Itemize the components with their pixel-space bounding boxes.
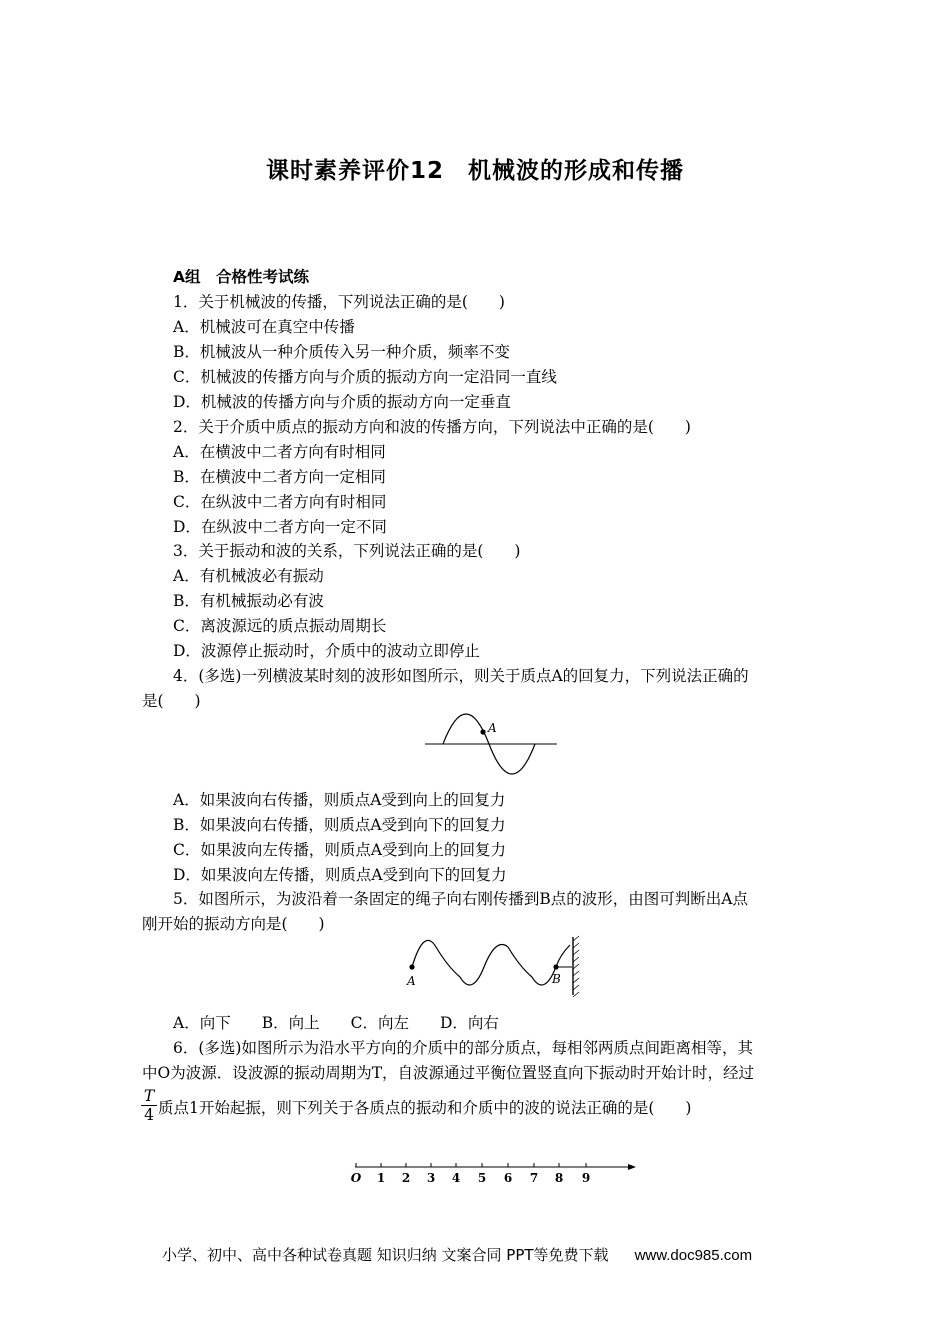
page-footer <box>162 1244 752 1265</box>
footer-site: www.doc985.com <box>634 1247 753 1264</box>
q2-option-a: A．在横波中二者方向有时相同 <box>173 443 386 461</box>
q5-stem-line2: 刚开始的振动方向是( ) <box>142 915 325 933</box>
q6-axis-label-7: 7 <box>529 1171 539 1185</box>
page-title: 课时素养评价12 机械波的形成和传播 <box>265 158 684 184</box>
q6-stem-line1: 6．(多选)如图所示为沿水平方向的介质中的部分质点，每相邻两质点间距离相等，其 <box>173 1039 753 1057</box>
q5-point-b-label: B <box>552 972 561 986</box>
q3-option-c: C．离波源远的质点振动周期长 <box>173 617 387 635</box>
q6-fraction-denominator: 4 <box>144 1106 154 1124</box>
q1-option-c: C．机械波的传播方向与介质的振动方向一定沿同一直线 <box>173 368 557 386</box>
q3-option-a: A．有机械波必有振动 <box>173 567 324 585</box>
q6-axis-label-2: 2 <box>401 1171 411 1185</box>
q4-point-a-dot <box>480 729 485 734</box>
q6-axis-label-5: 5 <box>477 1171 487 1185</box>
q6-axis-label-3: 3 <box>426 1171 436 1185</box>
q3-option-b: B．有机械振动必有波 <box>173 592 324 610</box>
q6-axis-label-4: 4 <box>451 1171 461 1185</box>
q5-options: A．向下 B．向上 C．向左 D．向右 <box>173 1014 499 1032</box>
q6-fraction-numerator: T <box>141 1087 157 1106</box>
q6-axis-label-1: 1 <box>376 1171 386 1185</box>
q4-option-b: B．如果波向右传播，则质点A受到向下的回复力 <box>173 816 506 834</box>
q6-fraction-t-over-4 <box>141 1087 157 1124</box>
q6-axis-label-6: 6 <box>503 1171 513 1185</box>
q2-option-c: C．在纵波中二者方向有时相同 <box>173 493 387 511</box>
q4-option-c: C．如果波向左传播，则质点A受到向上的回复力 <box>173 841 507 859</box>
q2-option-b: B．在横波中二者方向一定相同 <box>173 468 386 486</box>
q4-wave-figure <box>425 710 560 780</box>
q2-stem: 2．关于介质中质点的振动方向和波的传播方向，下列说法中正确的是( ) <box>173 418 691 436</box>
q4-stem-line2: 是( ) <box>142 692 201 710</box>
q6-axis-label-8: 8 <box>554 1171 564 1185</box>
footer-text: 小学、初中、高中各种试卷真题 知识归纳 文案合同 PPT等免费下载 <box>162 1246 609 1264</box>
q2-option-d: D．在纵波中二者方向一定不同 <box>173 518 387 536</box>
q6-axis-arrow <box>628 1164 636 1170</box>
q4-option-a: A．如果波向右传播，则质点A受到向上的回复力 <box>173 791 506 809</box>
q5-stem-line1: 5．如图所示，为波沿着一条固定的绳子向右刚传播到B点的波形，由图可判断出A点 <box>173 890 748 908</box>
q6-axis-label-9: 9 <box>581 1171 591 1185</box>
q3-option-d: D．波源停止振动时，介质中的波动立即停止 <box>173 642 480 660</box>
q1-option-b: B．机械波从一种介质传入另一种介质，频率不变 <box>173 343 510 361</box>
q5-point-b-dot <box>553 964 558 969</box>
q6-particle-axis <box>350 1155 640 1187</box>
q1-option-d: D．机械波的传播方向与介质的振动方向一定垂直 <box>173 393 511 411</box>
q1-stem: 1．关于机械波的传播，下列说法正确的是( ) <box>173 293 505 311</box>
q4-option-d: D．如果波向左传播，则质点A受到向下的回复力 <box>173 866 507 884</box>
q5-point-a-label: A <box>407 974 416 988</box>
q6-axis-ticks <box>351 1163 590 1185</box>
q1-option-a: A．机械波可在真空中传播 <box>173 318 355 336</box>
q4-point-a-label: A <box>488 721 497 735</box>
q6-axis-label-0: O <box>350 1171 362 1185</box>
q5-wall-hatching <box>573 936 579 997</box>
q4-stem-line1: 4．(多选)一列横波某时刻的波形如图所示，则关于质点A的回复力，下列说法正确的 <box>173 667 749 685</box>
q5-point-a-dot <box>409 964 414 969</box>
group-a-heading: A组 合格性考试练 <box>173 268 309 286</box>
q5-rope-figure <box>400 935 590 1000</box>
q3-stem: 3．关于振动和波的关系，下列说法正确的是( ) <box>173 542 521 560</box>
q5-rope-wave <box>412 940 570 985</box>
q6-stem-line2: 中O为波源．设波源的振动周期为T，自波源通过平衡位置竖直向下振动时开始计时，经过 <box>142 1064 755 1082</box>
q6-stem-line3: 质点1开始起振，则下列关于各质点的振动和介质中的波的说法正确的是( ) <box>158 1099 692 1117</box>
